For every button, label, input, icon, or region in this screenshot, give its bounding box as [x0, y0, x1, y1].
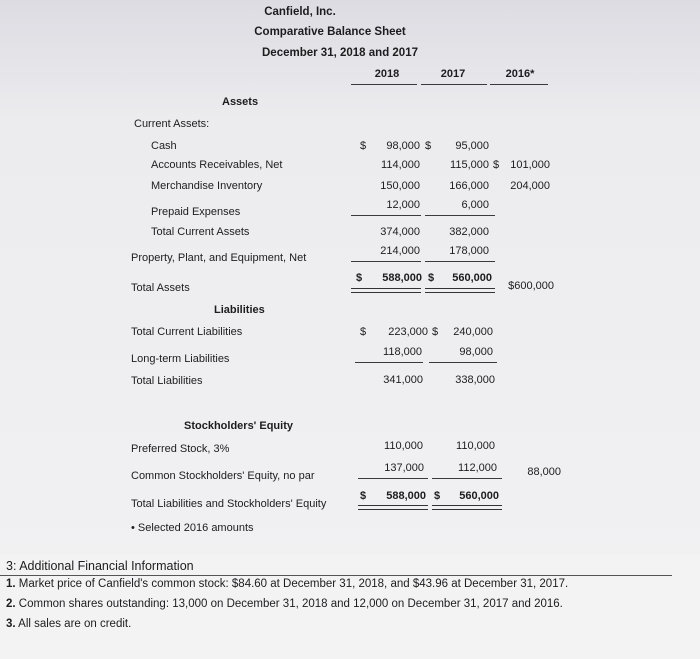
long-term-underline-2018 [355, 362, 423, 363]
prepaid-label: Prepaid Expenses [151, 206, 241, 218]
common-equity-label: Common Stockholders' Equity, no par [131, 470, 315, 482]
total-current-assets-2018: 374,000 [380, 226, 420, 238]
total-assets-2018: 588,000 [382, 272, 422, 284]
column-header-2017: 2017 [440, 68, 466, 80]
total-liab-equity-label: Total Liabilities and Stockholders' Equity [131, 498, 327, 510]
prepaid-underline-2017 [425, 215, 495, 216]
total-current-assets-label: Total Current Assets [151, 226, 250, 238]
inventory-2016: 204,000 [510, 180, 550, 192]
total-assets-2016: $600,000 [508, 280, 554, 292]
column-header-2016: 2016* [505, 68, 535, 80]
company-name: Canfield, Inc. [264, 6, 336, 18]
preferred-stock-2017: 110,000 [456, 440, 495, 452]
additional-item-3 [6, 618, 131, 631]
footnote [131, 522, 254, 535]
additional-info-title: 3: Additional Financial Information [6, 559, 194, 573]
current-liabilities-label: Total Current Liabilities [131, 326, 243, 338]
item-1-number: 1. [6, 578, 16, 590]
current-assets-heading: Current Assets: [134, 118, 210, 130]
liabilities-heading: Liabilities [214, 304, 265, 316]
ar-2016: 101,000 [510, 159, 550, 171]
total-liab-equity-2017: 560,000 [459, 490, 499, 502]
report-title: Comparative Balance Sheet [254, 26, 406, 38]
total-current-assets-2017: 382,000 [449, 226, 489, 238]
ar-2018: 114,000 [381, 159, 420, 171]
ppe-underline-2017 [425, 261, 495, 262]
ar-dollar-2016: $ [493, 159, 500, 171]
item-3-number: 3. [6, 618, 16, 630]
prepaid-2017: 6,000 [461, 199, 489, 211]
column-header-2018: 2018 [374, 68, 400, 80]
total-assets-label: Total Assets [131, 282, 190, 294]
total-assets-dollar-2017: $ [428, 272, 435, 284]
item-1-text: Market price of Canfield's common stock: $84.60 at December 31, 2018, and $43.96 at December 31, 2017. [18, 578, 569, 590]
additional-item-2 [6, 598, 563, 611]
inventory-2018: 150,000 [380, 180, 420, 192]
footnote-text: Selected 2016 amounts [137, 522, 254, 534]
prepaid-2018: 12,000 [386, 199, 420, 211]
common-equity-underline-2018 [358, 478, 428, 479]
total-liabilities-2017: 338,000 [455, 374, 495, 386]
prepaid-underline-2018 [351, 215, 421, 216]
common-equity-2017: 112,000 [458, 462, 497, 474]
long-term-underline-2017 [429, 362, 497, 363]
ar-label: Accounts Receivables, Net [151, 159, 283, 171]
preferred-stock-2018: 110,000 [384, 440, 423, 452]
common-equity-2018: 137,000 [384, 462, 424, 474]
inventory-2017: 166,000 [449, 180, 489, 192]
current-liabilities-2017: 240,000 [453, 326, 493, 338]
ppe-label: Property, Plant, and Equipment, Net [131, 252, 307, 264]
total-assets-double-underline-2018 [351, 288, 421, 293]
item-2-text: Common shares outstanding: 13,000 on December 31, 2018 and 12,000 on December 31, 2017 and 2016. [18, 598, 563, 610]
footnote-bullet: • [131, 522, 138, 534]
total-liabilities-label: Total Liabilities [131, 375, 203, 387]
ar-2017: 115,000 [450, 159, 489, 171]
long-term-liabilities-2018: 118,000 [383, 346, 422, 358]
total-assets-2017: 560,000 [452, 272, 492, 284]
total-liab-equity-dollar-2017: $ [434, 490, 441, 502]
long-term-liabilities-label: Long-term Liabilities [131, 353, 230, 365]
header-underline-2018 [351, 84, 417, 85]
ppe-2018: 214,000 [380, 245, 420, 257]
header-underline-2017 [421, 84, 487, 85]
total-liab-equity-double-underline-2017 [432, 505, 502, 510]
cash-label: Cash [151, 140, 177, 152]
current-liabilities-dollar-2017: $ [432, 326, 439, 338]
cash-dollar-2018: $ [360, 140, 367, 152]
total-liab-equity-dollar-2018: $ [360, 490, 367, 502]
additional-info-divider [0, 575, 672, 576]
equity-heading: Stockholders' Equity [184, 420, 293, 432]
preferred-stock-label: Preferred Stock, 3% [131, 443, 230, 455]
total-liab-equity-double-underline-2018 [358, 505, 428, 510]
total-assets-double-underline-2017 [425, 288, 495, 293]
current-liabilities-2018: 223,000 [388, 326, 428, 338]
ppe-underline-2018 [351, 261, 421, 262]
header-underline-2016 [490, 84, 548, 85]
cash-2018: 98,000 [386, 140, 420, 152]
additional-item-1 [6, 578, 568, 591]
cash-dollar-2017: $ [425, 140, 432, 152]
total-liab-equity-2018: 588,000 [386, 490, 426, 502]
item-3-text: All sales are on credit. [18, 618, 132, 630]
additional-info-section [0, 555, 700, 659]
item-2-number: 2. [6, 598, 16, 610]
inventory-label: Merchandise Inventory [151, 180, 263, 192]
long-term-liabilities-2017: 98,000 [459, 346, 493, 358]
assets-heading: Assets [222, 96, 259, 108]
current-liabilities-dollar-2018: $ [360, 326, 367, 338]
common-equity-underline-2017 [432, 478, 502, 479]
total-assets-dollar-2018: $ [356, 272, 363, 284]
cash-2017: 95,000 [455, 140, 489, 152]
total-liabilities-2018: 341,000 [383, 374, 423, 386]
report-date: December 31, 2018 and 2017 [262, 47, 418, 59]
common-equity-2016: 88,000 [527, 466, 561, 478]
ppe-2017: 178,000 [449, 245, 489, 257]
